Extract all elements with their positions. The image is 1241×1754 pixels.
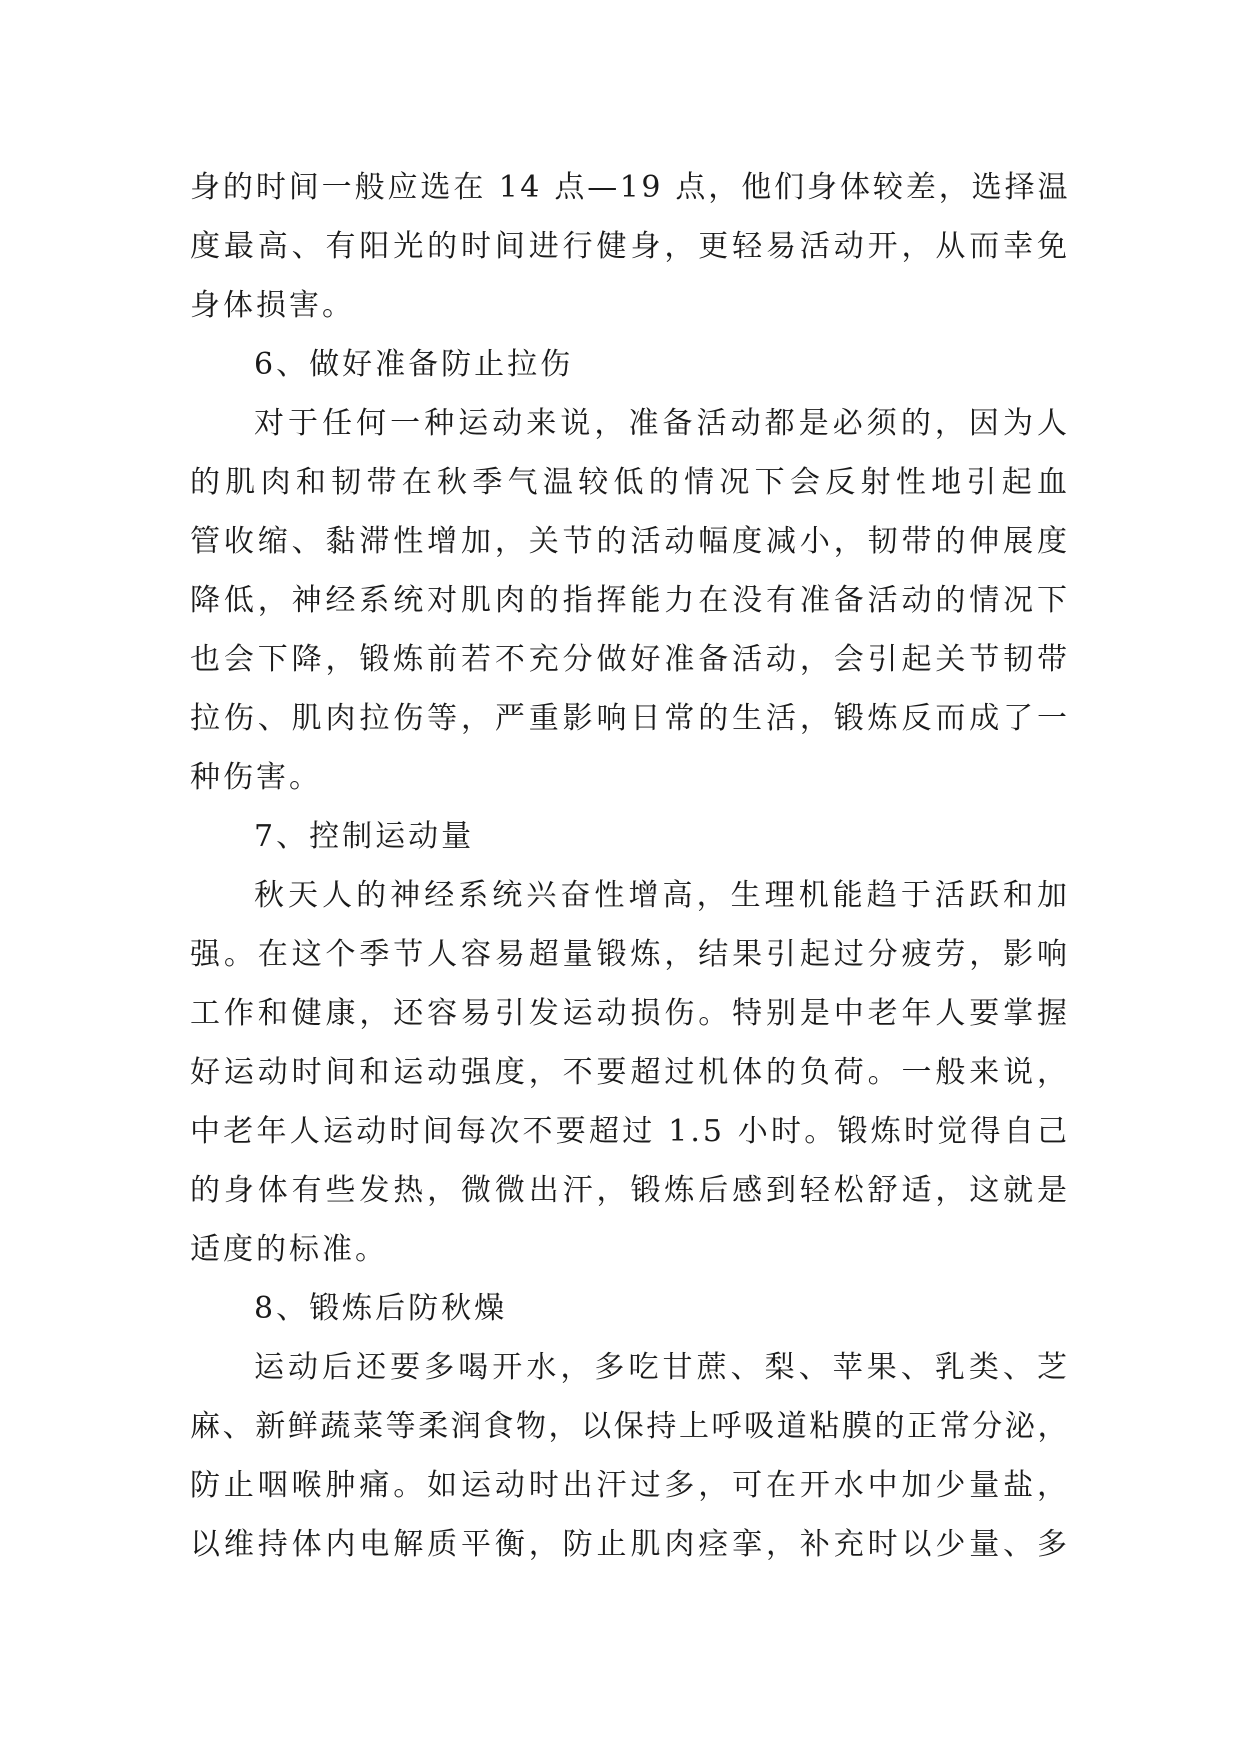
text-line: 麻、新鲜蔬菜等柔润食物，以保持上呼吸道粘膜的正常分泌， (190, 1409, 1070, 1444)
section-heading: 6、做好准备防止拉伤 (254, 347, 574, 382)
text-line: 工作和健康，还容易引发运动损伤。特别是中老年人要掌握 (190, 996, 1070, 1031)
text-line: 身体损害。 (190, 288, 355, 323)
text-line: 以维持体内电解质平衡，防止肌肉痉挛，补充时以少量、多 (190, 1527, 1070, 1562)
text-line: 拉伤、肌肉拉伤等，严重影响日常的生活，锻炼反而成了一 (190, 701, 1070, 736)
text-line: 降低，神经系统对肌肉的指挥能力在没有准备活动的情况下 (190, 583, 1070, 618)
section-heading: 8、锻炼后防秋燥 (254, 1291, 508, 1326)
text-line: 的肌肉和韧带在秋季气温较低的情况下会反射性地引起血 (190, 465, 1070, 500)
text-line: 也会下降，锻炼前若不充分做好准备活动，会引起关节韧带 (190, 642, 1070, 677)
text-line: 种伤害。 (190, 760, 322, 795)
text-line: 运动后还要多喝开水，多吃甘蔗、梨、苹果、乳类、芝 (254, 1350, 1070, 1385)
text-line: 适度的标准。 (190, 1232, 388, 1267)
text-line: 强。在这个季节人容易超量锻炼，结果引起过分疲劳，影响 (190, 937, 1070, 972)
document-page (190, 158, 1070, 1574)
text-line: 管收缩、黏滞性增加，关节的活动幅度减小，韧带的伸展度 (190, 524, 1070, 559)
text-line: 防止咽喉肿痛。如运动时出汗过多，可在开水中加少量盐， (190, 1468, 1070, 1503)
text-line: 身的时间一般应选在 14 点—19 点，他们身体较差，选择温 (190, 170, 1070, 205)
text-line: 对于任何一种运动来说，准备活动都是必须的，因为人 (254, 406, 1070, 441)
text-line: 度最高、有阳光的时间进行健身，更轻易活动开，从而幸免 (190, 229, 1070, 264)
section-heading: 7、控制运动量 (254, 819, 475, 854)
text-line: 的身体有些发热，微微出汗，锻炼后感到轻松舒适，这就是 (190, 1173, 1070, 1208)
text-line: 中老年人运动时间每次不要超过 1.5 小时。锻炼时觉得自己 (190, 1114, 1070, 1149)
text-line: 秋天人的神经系统兴奋性增高，生理机能趋于活跃和加 (254, 878, 1070, 913)
text-line: 好运动时间和运动强度，不要超过机体的负荷。一般来说， (190, 1055, 1070, 1090)
